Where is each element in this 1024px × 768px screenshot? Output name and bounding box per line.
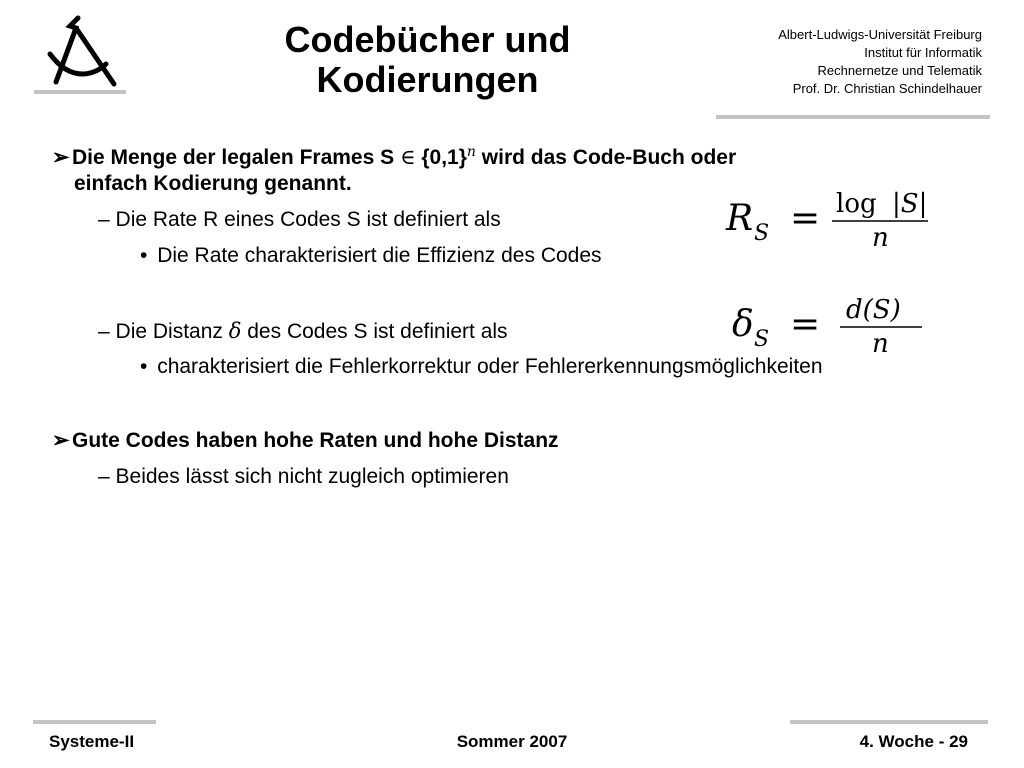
sub-item-text-continued: des Codes S ist definiert als bbox=[247, 320, 508, 343]
bullet-text: Die Menge der legalen Frames S bbox=[72, 146, 395, 169]
rate-formula bbox=[722, 182, 942, 252]
institution-line: Albert-Ludwigs-Universität Freiburg bbox=[778, 27, 982, 42]
sub-item-rate bbox=[98, 206, 501, 234]
sub-sub-item-text: charakterisiert die Fehlerkorrektur oder Fehlererkennungsmöglichkeiten bbox=[157, 355, 823, 378]
set-exponent: n bbox=[466, 144, 476, 160]
slide-title-line2: Kodierungen bbox=[316, 59, 539, 100]
bullet-legal-frames-line2: einfach Kodierung genannt. bbox=[74, 172, 352, 195]
formula-log: log bbox=[836, 189, 877, 219]
footer-page-number: 4. Woche - 29 bbox=[859, 732, 968, 751]
sub-item-text: Die Distanz bbox=[115, 320, 223, 343]
sub-sub-item-text: Die Rate charakterisiert die Effizienz des Codes bbox=[157, 244, 602, 267]
formula-equals: = bbox=[790, 198, 821, 239]
formula-subscript: S bbox=[754, 221, 770, 246]
footer-divider-right bbox=[790, 720, 988, 724]
sub-sub-item-error-correction bbox=[140, 353, 823, 381]
dash-marker: – bbox=[98, 465, 110, 488]
distance-formula bbox=[728, 288, 928, 358]
sub-item-distance bbox=[98, 317, 508, 346]
bullet-good-codes bbox=[52, 427, 559, 455]
bullet-arrow-icon: ➢ bbox=[52, 429, 70, 452]
institution-line: Institut für Informatik bbox=[864, 45, 982, 60]
institution-info bbox=[778, 26, 982, 98]
institution-line: Prof. Dr. Christian Schindelhauer bbox=[792, 81, 982, 96]
binary-set: {0,1} bbox=[421, 146, 467, 169]
sub-item-tradeoff bbox=[98, 463, 509, 491]
formula-lhs: δ bbox=[732, 304, 754, 345]
formula-numerator: d(S) bbox=[846, 295, 901, 325]
footer-divider-left bbox=[33, 720, 156, 724]
formula-subscript: S bbox=[754, 327, 770, 352]
formula-denominator: n bbox=[872, 223, 889, 252]
dash-marker: – bbox=[98, 208, 110, 231]
bullet-text: Gute Codes haben hohe Raten und hohe Distanz bbox=[72, 429, 559, 452]
sub-item-text: Die Rate R eines Codes S ist definiert als bbox=[115, 208, 501, 231]
bullet-arrow-icon: ➢ bbox=[52, 146, 70, 169]
bullet-text-continued: wird das Code-Buch oder bbox=[481, 146, 737, 169]
element-of-symbol: ∈ bbox=[399, 145, 416, 169]
formula-denominator: n bbox=[872, 329, 889, 358]
formula-equals: = bbox=[790, 304, 821, 345]
header-divider bbox=[716, 115, 990, 119]
delta-symbol: δ bbox=[228, 319, 242, 343]
dot-marker: • bbox=[140, 244, 148, 267]
slide-title-line1: Codebücher und bbox=[284, 19, 571, 60]
university-logo-icon bbox=[30, 14, 130, 100]
dot-marker: • bbox=[140, 355, 148, 378]
institution-line: Rechnernetze und Telematik bbox=[817, 63, 982, 78]
sub-item-text: Beides lässt sich nicht zugleich optimieren bbox=[115, 465, 509, 488]
sub-sub-item-rate-efficiency bbox=[140, 242, 602, 270]
formula-numerator-arg: |S| bbox=[892, 189, 928, 219]
footer-term: Sommer 2007 bbox=[456, 732, 568, 751]
dash-marker: – bbox=[98, 320, 110, 343]
bullet-legal-frames bbox=[52, 138, 736, 172]
slide-title bbox=[230, 20, 625, 100]
formula-lhs: R bbox=[726, 198, 754, 239]
footer-course: Systeme-II bbox=[49, 732, 135, 751]
